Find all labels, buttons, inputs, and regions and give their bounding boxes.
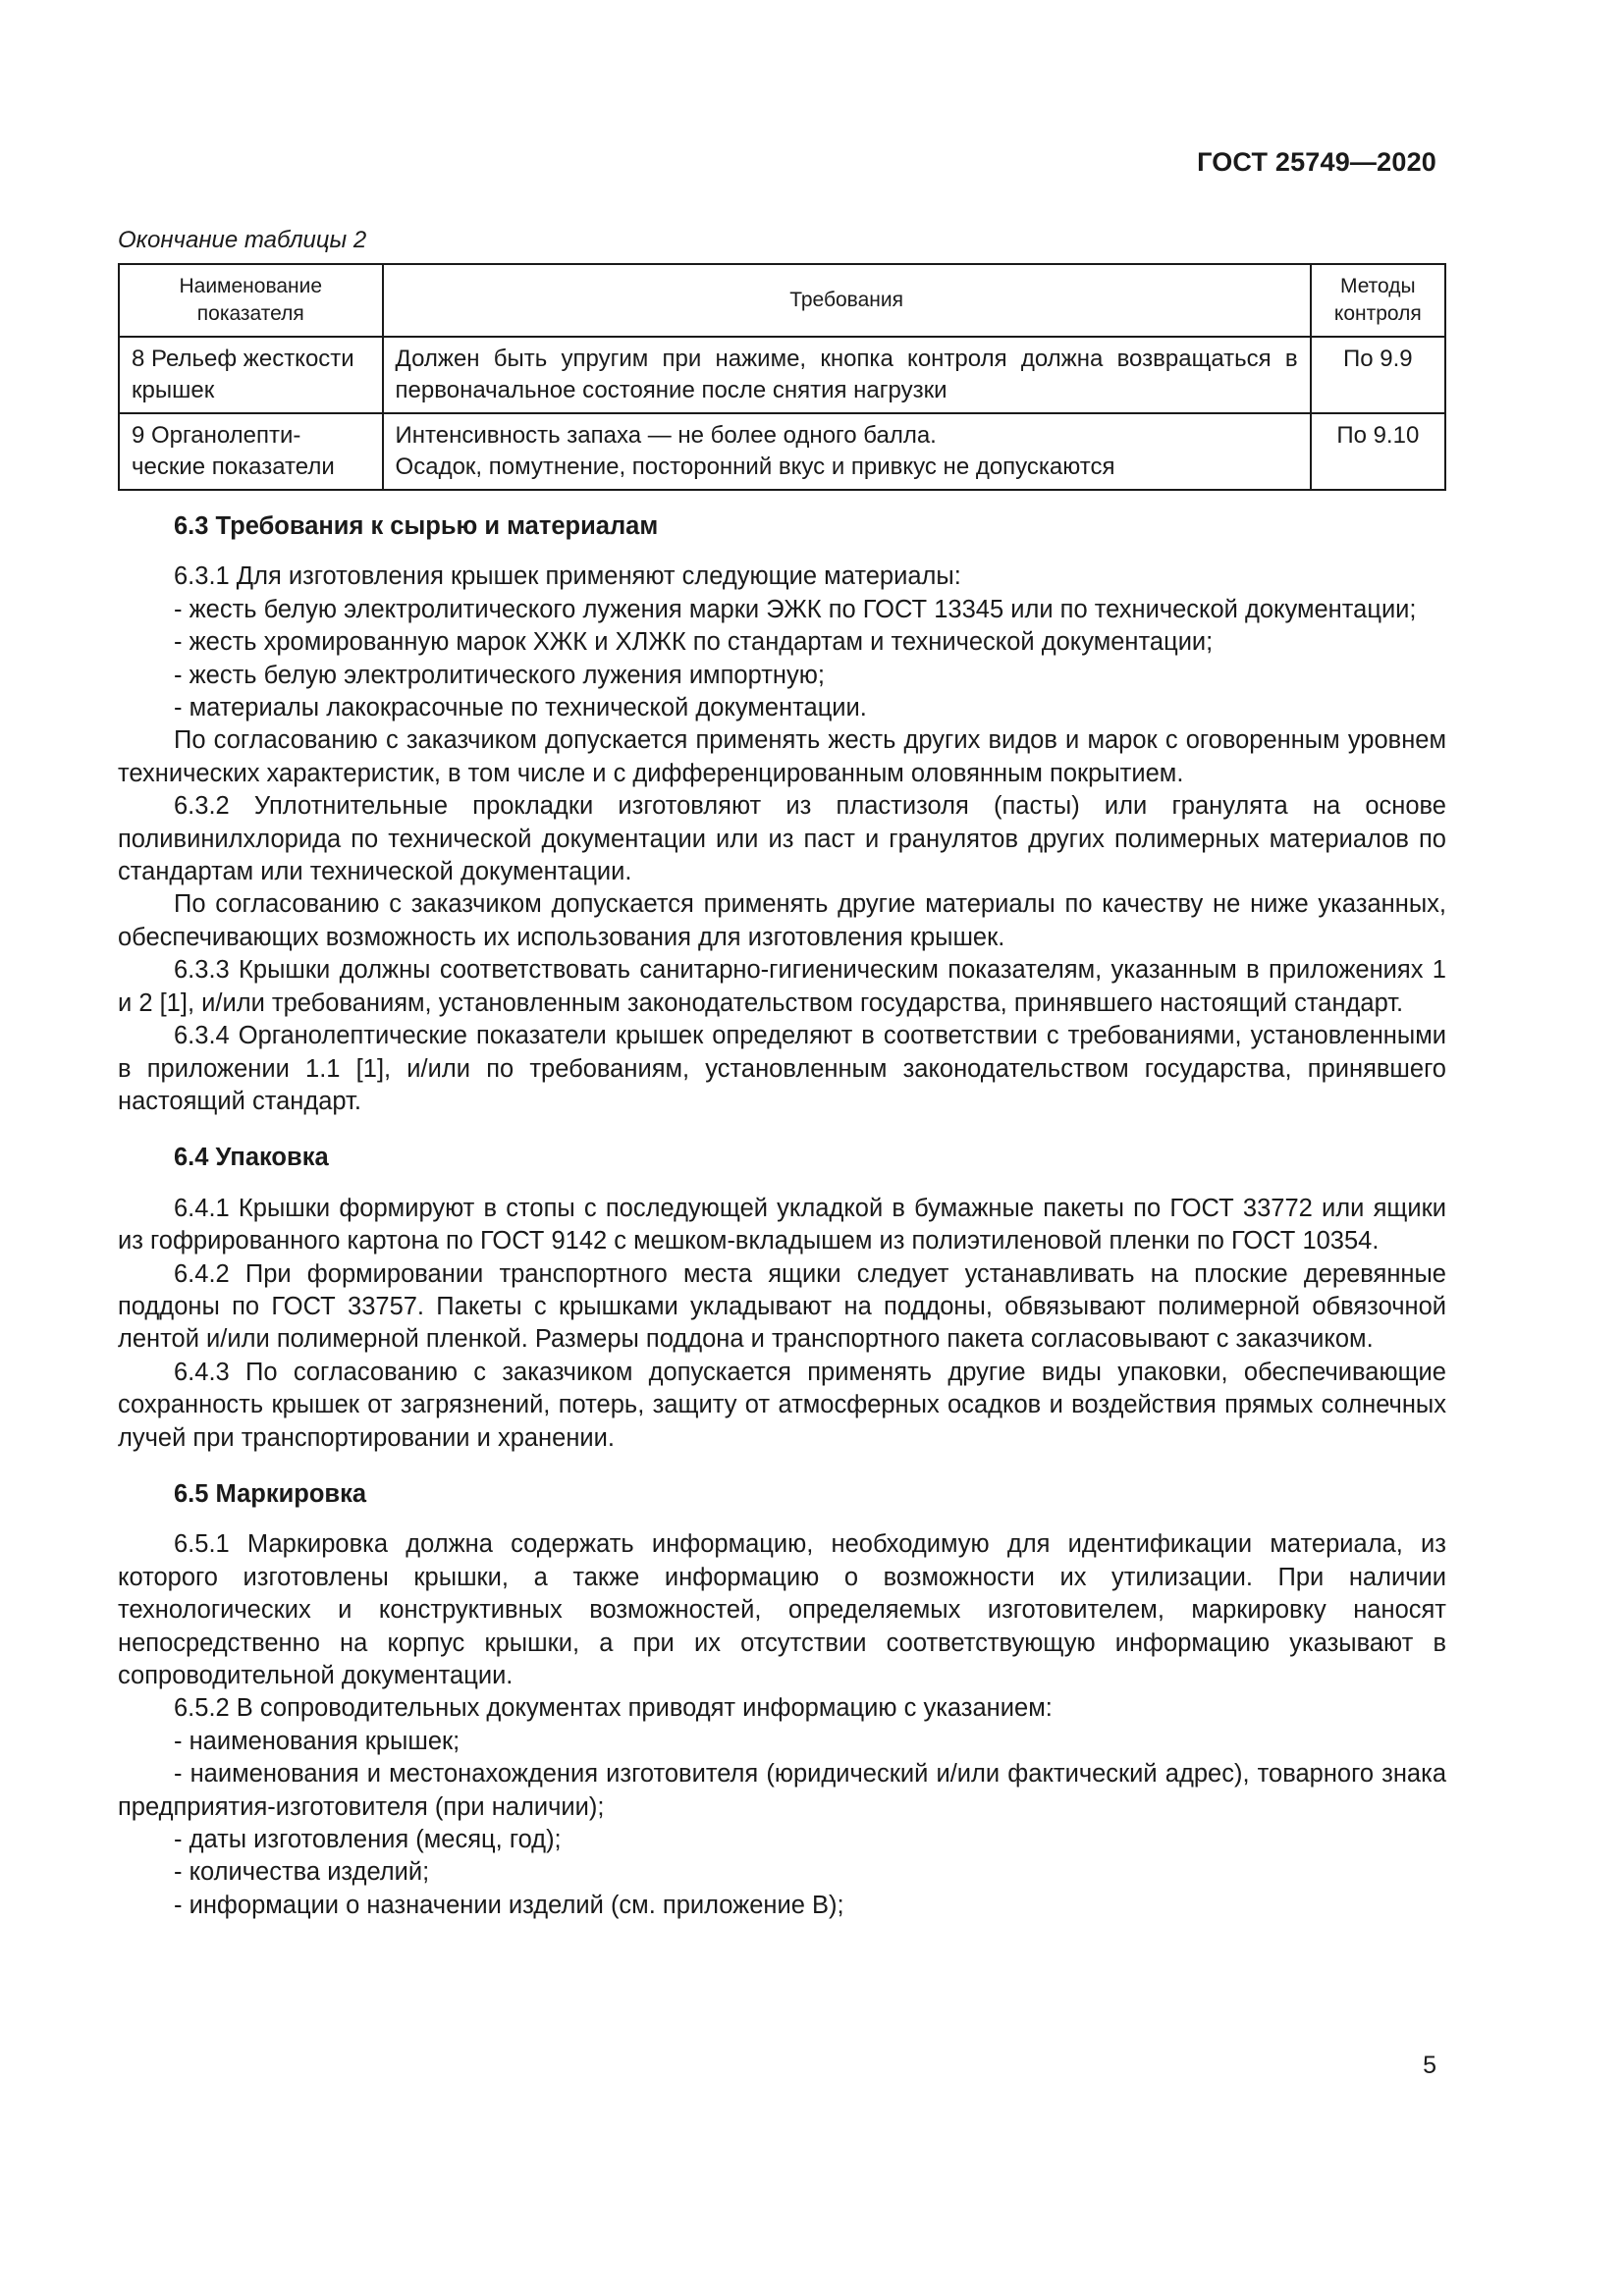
table-header-name: Наименование показателя [119, 264, 383, 337]
list-item: - жесть белую электролитического лужения марки ЭЖК по ГОСТ 13345 или по технической документации; [174, 595, 1417, 623]
paragraph: 6.5.2 В сопроводительных документах приводят информацию с указанием: [174, 1694, 1053, 1723]
table-cell-name: 8 Рельеф жесткости крышек [119, 337, 383, 413]
list-item: - информации о назначении изделий (см. приложение В); [174, 1891, 844, 1919]
page-number: 5 [1423, 2052, 1436, 2079]
table-cell-requirement [383, 413, 1311, 490]
paragraph: 6.3.3 Крышки должны соответствовать санитарно-гигиеническим показателям, указанным в приложениях 1 и 2 [1], и/или требованиям, установленным законодательством государства, принявшего настоящий стандарт. [118, 956, 1446, 1017]
table-cell-method: По 9.10 [1311, 413, 1445, 490]
paragraph: По согласованию с заказчиком допускается применять жесть других видов и марок с оговоренным уровнем технических характеристик, в том числе и с дифференцированным оловянным покрытием. [118, 726, 1446, 787]
paragraph: 6.5.1 Маркировка должна содержать информацию, необходимую для идентификации материала, из которого изготовлены крышки, а также информацию о возможности их утилизации. При наличии технологических и конструктивных возможностей, определяемых изготовителем, маркировку наносят непосредственно на корпус крышки, а при их отсутствии соответствующую информацию указывают в сопроводительной документации. [118, 1530, 1446, 1689]
requirements-table [118, 263, 1446, 491]
paragraph: 6.4.2 При формировании транспортного места ящики следует устанавливать на плоские деревянные поддоны по ГОСТ 33757. Пакеты с крышками укладывают на поддоны, обвязывают полимерной обвязочной лентой и/или полимерной пленкой. Размеры поддона и транспортного пакета согласовывают с заказчиком. [118, 1259, 1446, 1354]
table-header-row [119, 264, 1445, 337]
list-item: - наименования крышек; [174, 1727, 460, 1755]
list-item: - наименования и местонахождения изготовителя (юридический и/или фактический адрес), товарного знака предприятия-изготовителя (при наличии); [118, 1760, 1446, 1821]
table-header-requirements: Требования [383, 264, 1311, 337]
document-id: ГОСТ 25749—2020 [1197, 147, 1436, 177]
list-item: - количества изделий; [174, 1858, 430, 1887]
table-cell-name: 9 Органолепти-ческие показатели [119, 413, 383, 490]
table-row [119, 413, 1445, 490]
section-heading-6-3: 6.3 Требования к сырью и материалам [174, 512, 659, 540]
list-item: - материалы лакокрасочные по технической документации. [174, 694, 867, 722]
table-cell-method: По 9.9 [1311, 337, 1445, 413]
paragraph: 6.4.1 Крышки формируют в стопы с последующей укладкой в бумажные пакеты по ГОСТ 33772 или ящики из гофрированного картона по ГОСТ 9142 с мешком-вкладышем из полиэтиленовой пленки по ГОСТ 10354. [118, 1194, 1446, 1255]
paragraph: По согласованию с заказчиком допускается применять другие материалы по качеству не ниже указанных, обеспечивающих возможность их использования для изготовления крышек. [118, 890, 1446, 951]
table-caption: Окончание таблицы 2 [118, 227, 367, 253]
paragraph: 6.4.3 По согласованию с заказчиком допускается применять другие виды упаковки, обеспечивающие сохранность крышек от загрязнений, потерь, защиту от атмосферных осадков и воздействия прямых солнечных лучей при транспортировании и хранении. [118, 1358, 1446, 1452]
table-row [119, 337, 1445, 413]
requirement-line: Интенсивность запаха — не более одного балла. [395, 422, 937, 449]
paragraph: 6.3.2 Уплотнительные прокладки изготовляют из пластизоля (пасты) или гранулята на основе поливинилхлорида по технической документации или из паст и гранулятов других полимерных материалов по стандартам или технической документации. [118, 792, 1446, 886]
paragraph: 6.3.1 Для изготовления крышек применяют следующие материалы: [174, 562, 961, 591]
list-item: - жесть хромированную марок ХЖК и ХЛЖК по стандартам и технической документации; [174, 628, 1214, 657]
section-heading-6-4: 6.4 Упаковка [174, 1144, 329, 1172]
list-item: - даты изготовления (месяц, год); [174, 1826, 562, 1854]
list-item: - жесть белую электролитического лужения импортную; [174, 661, 825, 689]
table-cell-requirement: Должен быть упругим при нажиме, кнопка контроля должна возвращаться в первоначальное состояние после снятия нагрузки [383, 337, 1311, 413]
table-header-methods: Методы контроля [1311, 264, 1445, 337]
section-heading-6-5: 6.5 Маркировка [174, 1479, 367, 1508]
requirement-line: Осадок, помутнение, посторонний вкус и привкус не допускаются [395, 454, 1115, 480]
document-body [118, 510, 1446, 1922]
paragraph: 6.3.4 Органолептические показатели крышек определяют в соответствии с требованиями, установленными в приложении 1.1 [1], и/или по требованиям, установленным законодательством государства, принявшего настоящий стандарт. [118, 1022, 1446, 1115]
